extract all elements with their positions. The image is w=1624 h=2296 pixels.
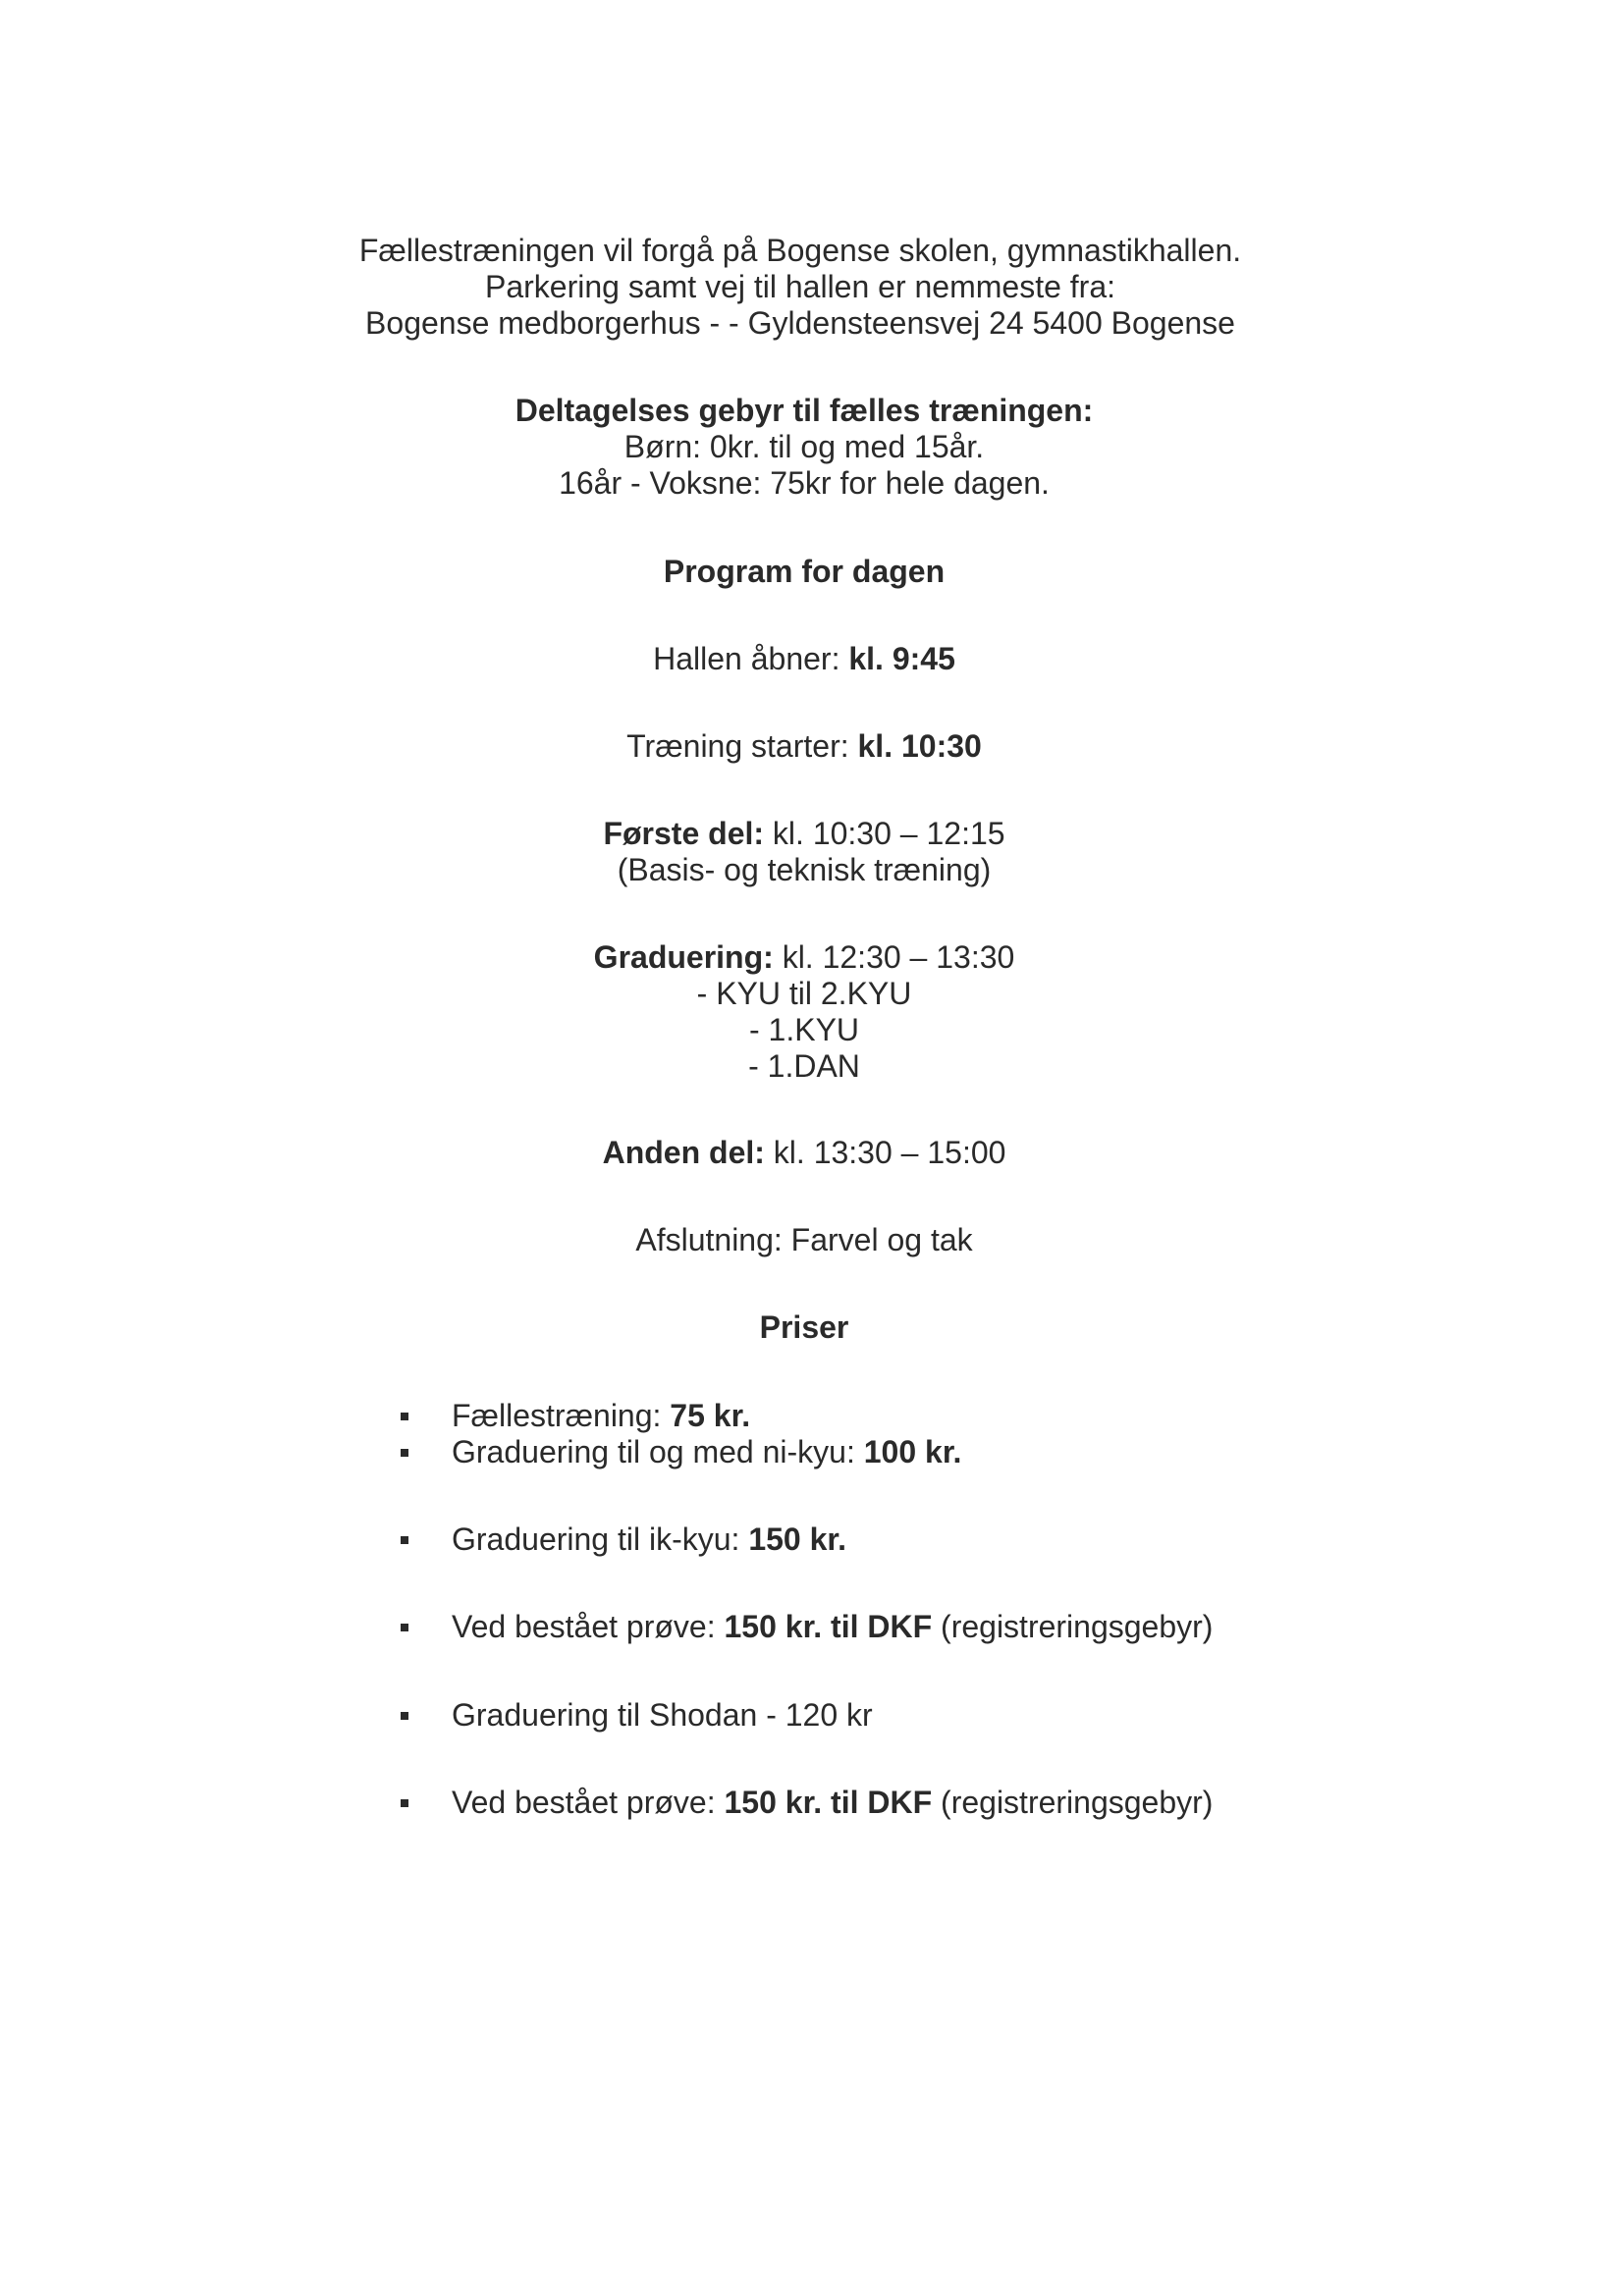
price-amount: 100 kr. [863, 1434, 962, 1469]
price-amount: 150 kr. til DKF [724, 1609, 933, 1644]
part-one-time: kl. 10:30 – 12:15 [764, 816, 1005, 851]
list-item [452, 1434, 961, 1470]
price-label: Ved bestået prøve: [452, 1785, 725, 1820]
price-suffix: (registreringsgebyr) [932, 1609, 1214, 1644]
square-bullet-icon [401, 1799, 408, 1807]
grading-line [0, 939, 1616, 976]
part-one [0, 816, 1616, 888]
program-title [0, 554, 1616, 590]
intro-section [0, 233, 1612, 342]
hall-opens [0, 641, 1616, 677]
list-item [452, 1398, 750, 1434]
part-one-line [0, 816, 1616, 852]
part-two-time: kl. 13:30 – 15:00 [764, 1135, 1006, 1170]
list-item [452, 1609, 1213, 1645]
price-suffix: (registreringsgebyr) [932, 1785, 1214, 1820]
price-amount: 150 kr. [748, 1522, 846, 1557]
price-label: Graduering til ik-kyu: [452, 1522, 749, 1557]
part-one-label: Første del: [603, 816, 765, 851]
square-bullet-icon [401, 1413, 408, 1420]
grading-item: - KYU til 2.KYU [696, 976, 912, 1011]
part-one-note: (Basis- og teknisk træning) [617, 852, 992, 887]
list-item [452, 1522, 846, 1558]
price-amount: 75 kr. [670, 1398, 751, 1433]
fee-adults: 16år - Voksne: 75kr for hele dagen. [559, 465, 1050, 501]
program-heading: Program for dagen [663, 554, 946, 589]
price-label: Ved bestået prøve: [452, 1609, 725, 1644]
training-starts-line [0, 728, 1616, 765]
training-starts-label: Træning starter: [626, 728, 858, 764]
fee-section [0, 393, 1616, 502]
list-item [452, 1697, 873, 1734]
square-bullet-icon [401, 1624, 408, 1631]
prices-title [0, 1309, 1616, 1346]
price-label: Fællestræning: [452, 1398, 671, 1433]
square-bullet-icon [401, 1536, 408, 1544]
closing-line: Afslutning: Farvel og tak [635, 1222, 973, 1257]
grading-time: kl. 12:30 – 13:30 [773, 939, 1015, 975]
hall-opens-label: Hallen åbner: [653, 641, 849, 676]
hall-opens-line [0, 641, 1616, 677]
prices-heading: Priser [759, 1309, 849, 1345]
price-amount: 150 kr. til DKF [724, 1785, 933, 1820]
hall-opens-time: kl. 9:45 [848, 641, 955, 676]
grading-section [0, 939, 1616, 1085]
grading-label: Graduering: [593, 939, 774, 975]
list-item [452, 1785, 1213, 1821]
part-two [0, 1135, 1616, 1171]
grading-item: - 1.KYU [748, 1012, 860, 1047]
part-two-line [0, 1135, 1616, 1171]
training-starts [0, 728, 1616, 765]
price-label: Graduering til Shodan - 120 kr [452, 1697, 873, 1733]
fee-heading: Deltagelses gebyr til fælles træningen: [514, 393, 1094, 428]
intro-line-parking: Parkering samt vej til hallen er nemmeste fra: [484, 269, 1116, 304]
fee-children: Børn: 0kr. til og med 15år. [623, 429, 985, 464]
price-label: Graduering til og med ni-kyu: [452, 1434, 864, 1469]
part-two-label: Anden del: [602, 1135, 765, 1170]
training-starts-time: kl. 10:30 [857, 728, 982, 764]
square-bullet-icon [401, 1449, 408, 1457]
square-bullet-icon [401, 1712, 408, 1720]
intro-line-address: Bogense medborgerhus - - Gyldensteensvej 24 5400 Bogense [365, 305, 1235, 341]
grading-item: - 1.DAN [748, 1048, 860, 1084]
intro-line-venue: Fællestræningen vil forgå på Bogense skolen, gymnastikhallen. [358, 233, 1242, 268]
closing [0, 1222, 1616, 1258]
